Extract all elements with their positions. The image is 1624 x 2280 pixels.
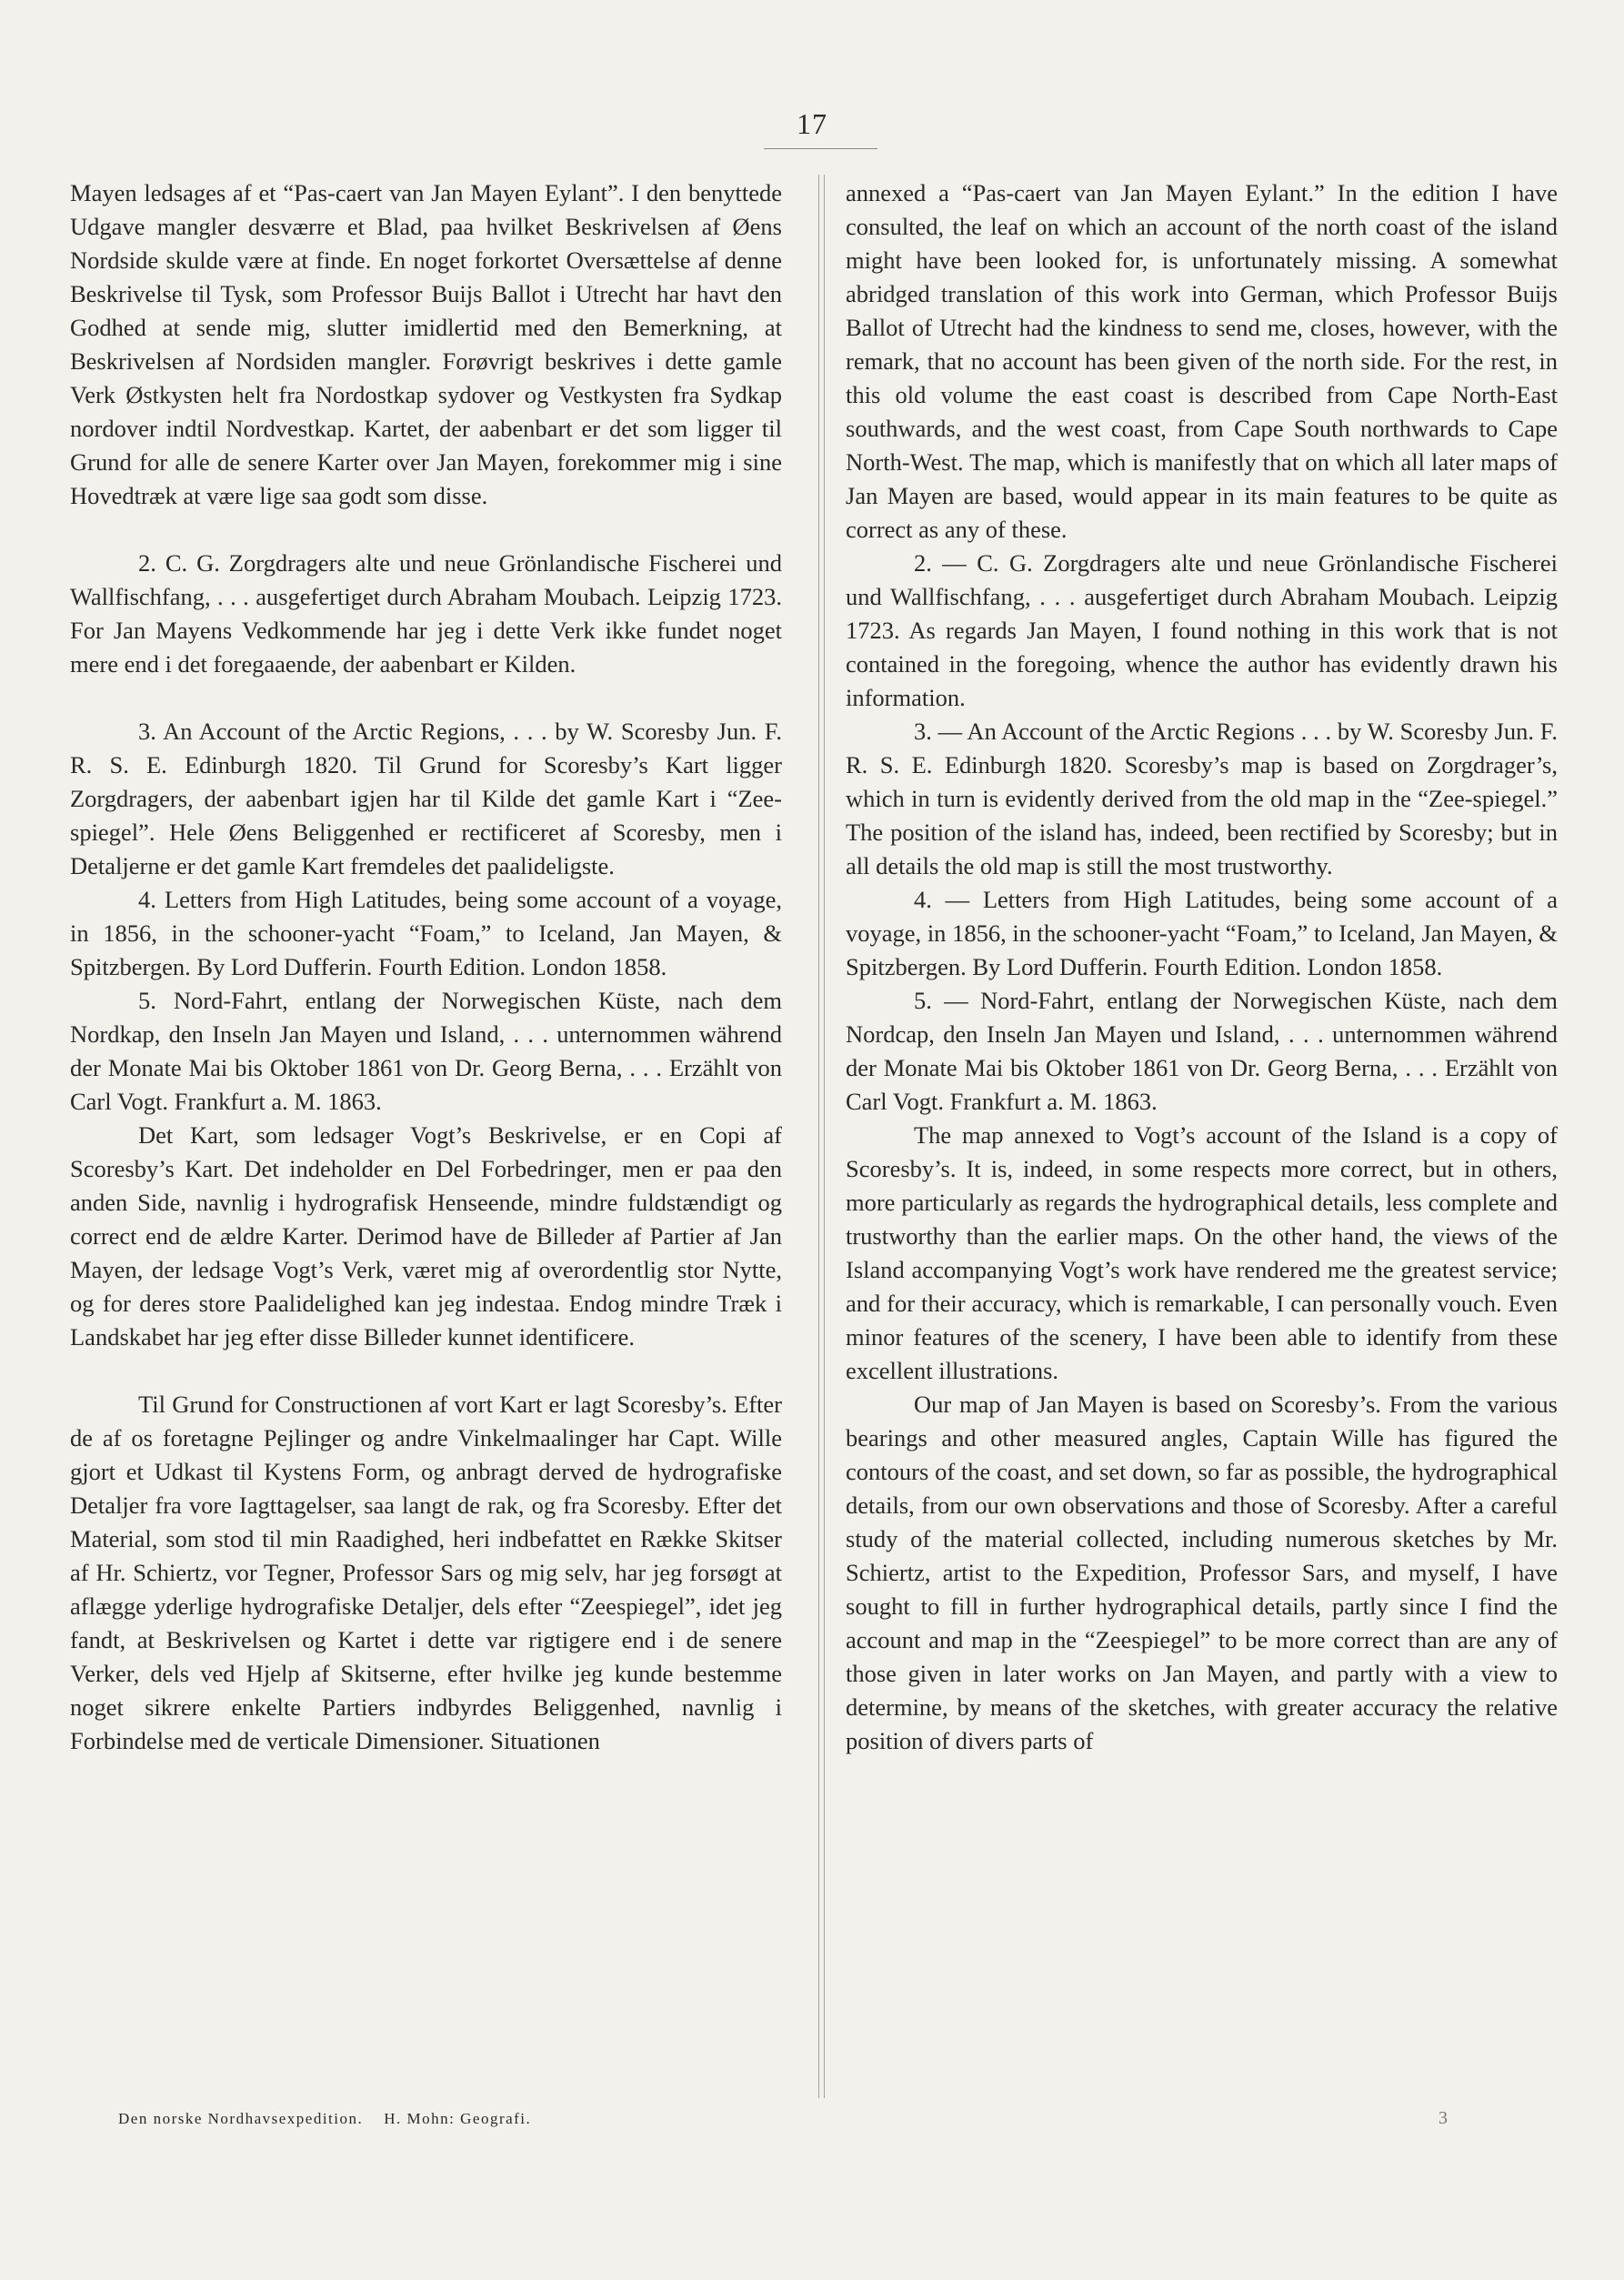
- right-column-english: [846, 176, 1558, 1758]
- paragraph: 3. — An Account of the Arctic Regions . . . by W. Scoresby Jun. F. R. S. E. Edinburgh 1820. Scoresby’s map is based on Zorgdrager’s, which in turn is evidently derived from the old map in the “Zee-spiegel.” The position of the island has, indeed, been rectified by Scoresby; but in all details the old map is still the most trustworthy.: [846, 718, 1558, 879]
- paragraph: annexed a “Pas-caert van Jan Mayen Eylant.” In the edition I have consulted, the leaf on which an account of the north coast of the island might have been looked for, is unfortunately missing. A somewhat abridged translation of this work into German, which Professor Buijs Ballot of Utrecht had the kindness to send me, closes, however, with the remark, that no account has been given of the north side. For the rest, in this old volume the east coast is described from Cape North-East southwards, and the west coast, from Cape South northwards to Cape North-West. The map, which is manifestly that on which all later maps of Jan Mayen are based, would appear in its main features to be quite as correct as any of these.: [846, 179, 1558, 543]
- header-rule: [764, 148, 877, 149]
- paragraph: The map annexed to Vogt’s account of the Island is a copy of Scoresby’s. It is, indeed, in some respects more correct, but in others, more particularly as regards the hydrographical details, less complete and trustworthy than the earlier maps. On the other hand, the views of the Island accompanying Vogt’s work have rendered me the greatest service; and for their accuracy, which is remarkable, I can personally vouch. Even minor features of the scenery, I have been able to identify from these excellent illustrations.: [846, 1121, 1558, 1384]
- paragraph: 2. C. G. Zorgdragers alte und neue Grönlandische Fischerei und Wallfischfang, . . . ausgefertiget durch Abraham Moubach. Leipzig 1723. For Jan Mayens Vedkommende har jeg i dette Verk ikke fundet noget mere end i det foregaaende, der aabenbart er Kilden.: [70, 549, 782, 678]
- paragraph: Mayen ledsages af et “Pas-caert van Jan Mayen Eylant”. I den benyttede Udgave mangler desværre et Blad, paa hvilket Beskrivelsen af Øens Nordside skulde være at finde. En noget forkortet Oversættelse af denne Beskrivelse til Tysk, som Professor Buijs Ballot i Utrecht har havt den Godhed at sende mig, slutter imidlertid med den Bemerkning, at Beskrivelsen af Nordsiden mangler. Forøvrigt beskrives i dette gamle Verk Østkysten helt fra Nordostkap sydover og Vestkysten fra Sydkap nordover indtil Nordvestkap. Kartet, der aabenbart er det som ligger til Grund for alle de senere Karter over Jan Mayen, forekommer mig i sine Hovedtræk at være lige saa godt som disse.: [70, 179, 782, 509]
- paragraph: 4. — Letters from High Latitudes, being some account of a voyage, in 1856, in the schooner-yacht “Foam,” to Iceland, Jan Mayen, & Spitzbergen. By Lord Dufferin. Fourth Edition. London 1858.: [846, 886, 1558, 980]
- footer-signature: Den norske Nordhavsexpedition. H. Mohn: Geografi.: [118, 2110, 532, 2127]
- paragraph: 4. Letters from High Latitudes, being some account of a voyage, in 1856, in the schooner-yacht “Foam,” to Iceland, Jan Mayen, & Spitzbergen. By Lord Dufferin. Fourth Edition. London 1858.: [70, 886, 782, 980]
- column-divider: [818, 175, 819, 2098]
- column-divider: [824, 175, 825, 2098]
- paragraph: Our map of Jan Mayen is based on Scoresby’s. From the various bearings and other measured angles, Captain Wille has figured the contours of the coast, and set down, so far as possible, the hydrographical details, from our own observations and those of Scoresby. After a careful study of the material collected, including numerous sketches by Mr. Schiertz, artist to the Expedition, Professor Sars, and myself, I have sought to fill in further hydrographical details, partly since I find the account and map in the “Zeespiegel” to be more correct than are any of those given in later works on Jan Mayen, and partly with a view to determine, by means of the sketches, with greater accuracy the relative position of divers parts of: [846, 1391, 1558, 1754]
- left-column-norwegian: [70, 176, 782, 1758]
- paragraph: Det Kart, som ledsager Vogt’s Beskrivelse, er en Copi af Scoresby’s Kart. Det indeholder en Del Forbedringer, men er paa den anden Side, navnlig i hydrografisk Henseende, mindre fuldstændigt og correct end de ældre Karter. Derimod have de Billeder af Partier af Jan Mayen, der ledsage Vogt’s Verk, været mig af overordentlig stor Nytte, og for deres store Paalidelighed kan jeg indestaa. Endog mindre Træk i Landskabet har jeg efter disse Billeder kunnet identificere.: [70, 1121, 782, 1351]
- page-number: 17: [797, 107, 827, 140]
- paragraph: Til Grund for Constructionen af vort Kart er lagt Scoresby’s. Efter de af os foretagne Pejlinger og andre Vinkelmaalinger har Capt. Wille gjort et Udkast til Kystens Form, og anbragt derved de hydrografiske Detaljer fra vore Iagttagelser, saa langt de rak, og fra Scoresby. Efter det Material, som stod til min Raadighed, heri indbefattet en Række Skitser af Hr. Schiertz, vor Tegner, Professor Sars og mig selv, har jeg forsøgt at aflægge yderlige hydrografiske Detaljer, dels efter “Zeespiegel”, idet jeg fandt, at Beskrivelsen og Kartet i dette var rigtigere end i de senere Verker, dels ved Hjelp af Skitserne, efter hvilke jeg kunde bestemme noget sikrere enkelte Partiers indbyrdes Beliggenhed, navnlig i Forbindelse med de verticale Dimensioner. Situationen: [70, 1391, 782, 1754]
- paragraph: 5. Nord-Fahrt, entlang der Norwegischen Küste, nach dem Nordkap, den Inseln Jan Mayen und Island, . . . unternommen während der Monate Mai bis Oktober 1861 von Dr. Georg Berna, . . . Erzählt von Carl Vogt. Frankfurt a. M. 1863.: [70, 987, 782, 1115]
- paragraph: 2. — C. G. Zorgdragers alte und neue Grönlandische Fischerei und Wallfischfang, . . . ausgefertiget durch Abraham Moubach. Leipzig 1723. As regards Jan Mayen, I found nothing in this work that is not contained in the foregoing, whence the author has evidently drawn his information.: [846, 549, 1558, 711]
- paragraph: 5. — Nord-Fahrt, entlang der Norwegischen Küste, nach dem Nordcap, den Inseln Jan Mayen und Island, . . . unternommen während der Monate Mai bis Oktober 1861 von Dr. Georg Berna, . . . Erzählt von Carl Vogt. Frankfurt a. M. 1863.: [846, 987, 1558, 1115]
- footer-sheet-number: 3: [1439, 2108, 1448, 2128]
- paragraph: 3. An Account of the Arctic Regions, . . . by W. Scoresby Jun. F. R. S. E. Edinburgh 1820. Til Grund for Scoresby’s Kart ligger Zorgdragers, der aabenbart igjen har til Kilde det gamle Kart i “Zee-spiegel”. Hele Øens Beliggenhed er rectificeret af Scoresby, men i Detaljerne er det gamle Kart fremdeles det paalideligste.: [70, 718, 782, 879]
